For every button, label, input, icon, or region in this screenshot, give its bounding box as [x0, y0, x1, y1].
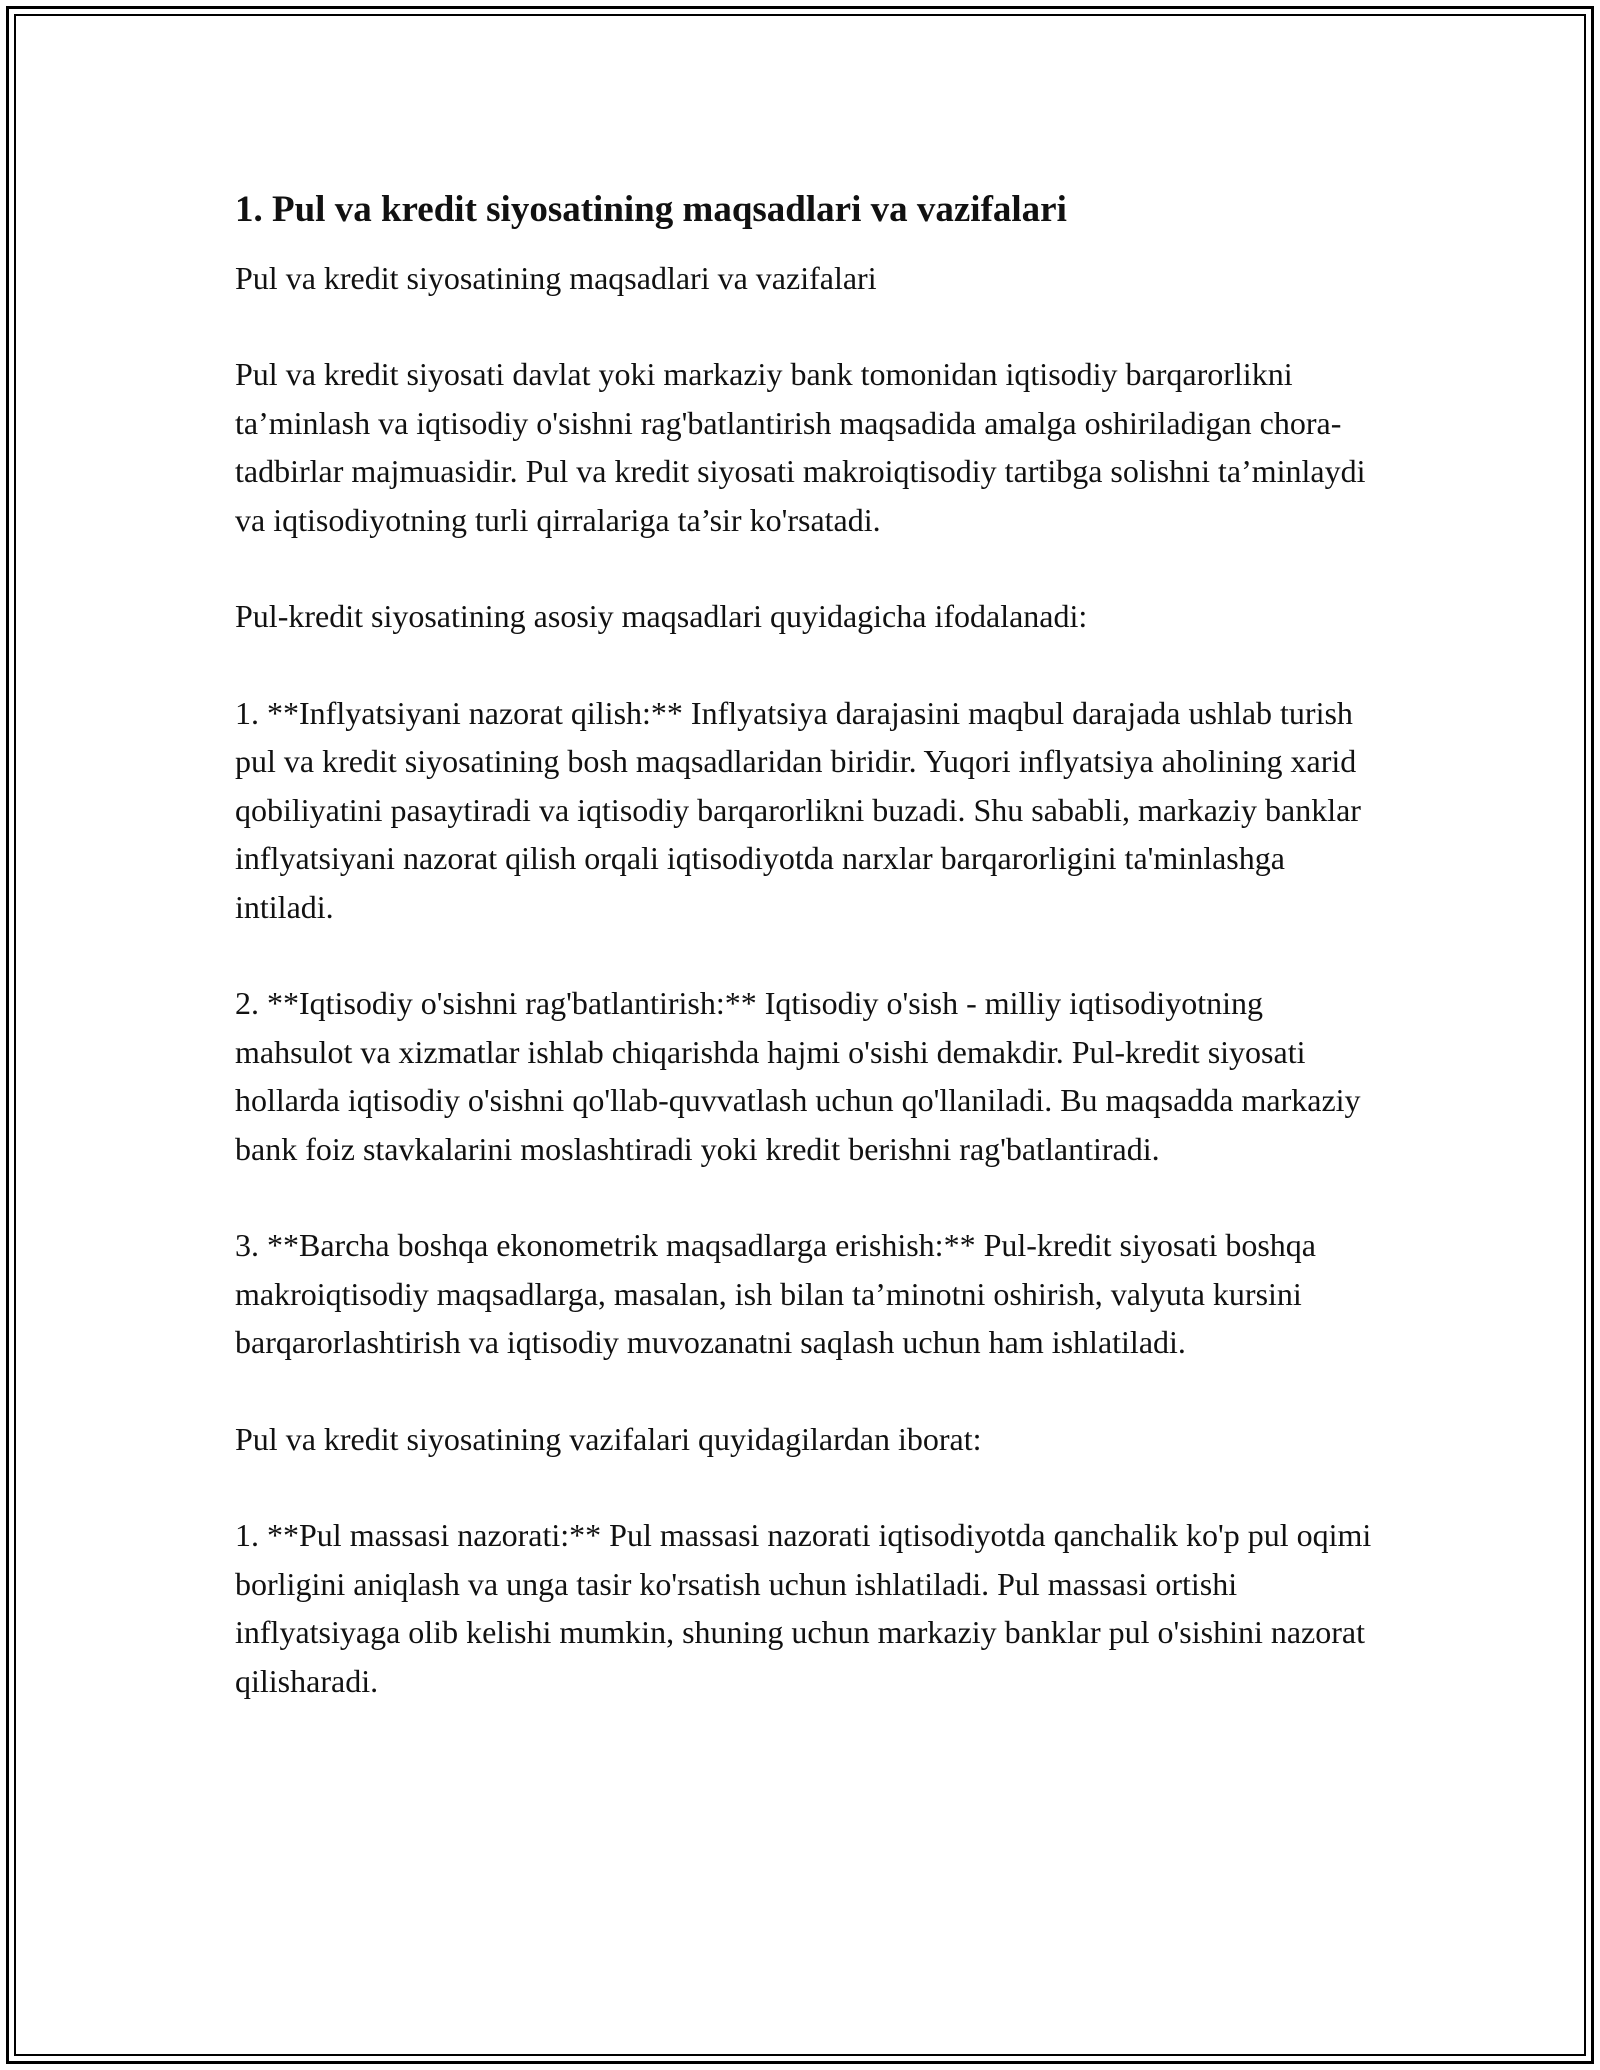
document-subtitle: Pul va kredit siyosatining maqsadlari va vazifalari [235, 260, 877, 296]
paragraph-tasks-heading: Pul va kredit siyosatining vazifalari quyidagilardan iborat: [235, 1420, 982, 1457]
document-title: 1. Pul va kredit siyosatining maqsadlari va vazifalari [235, 189, 1067, 230]
paragraph-goals-heading: Pul-kredit siyosatining asosiy maqsadlari quyidagicha ifodalanadi: [235, 598, 1088, 634]
paragraph-goal-1: 1. **Inflyatsiyani nazorat qilish:** Inflyatsiya darajasini maqbul darajada ushlab turish pul va kredit siyosatining bosh maqsadlaridan biridir. Yuqori inflyatsiya aholining xarid qobiliyatini pasaytiradi va iqtisodiy barqarorlikni buzadi. Shu sababli, markaziy banklar inflyatsiyani nazorat qilish orqali iqtisodiyotda narxlar barqarorligini ta'minlashga intiladi. [235, 694, 1361, 925]
paragraph-goal-2: 2. **Iqtisodiy o'sishni rag'batlantirish:** Iqtisodiy o'sish - milliy iqtisodiyotning mahsulot va xizmatlar ishlab chiqarishda hajmi o'sishi demakdir. Pul-kredit siyosati hollarda iqtisodiy o'sishni qo'llab-quvvatlash uchun qo'llaniladi. Bu maqsadda markaziy bank foiz stavkalarini moslashtiradi yoki kredit berishni rag'batlantiradi. [235, 985, 1361, 1167]
paragraph-task-1: 1. **Pul massasi nazorati:** Pul massasi nazorati iqtisodiyotda qanchalik ko'p pul oqimi borligini aniqlash va unga tasir ko'rsatish uchun ishlatiladi. Pul massasi ortishi inflyatsiyaga olib kelishi mumkin, shuning uchun markaziy banklar pul o'sishini nazorat qilisharadi. [235, 1517, 1372, 1699]
paragraph-goal-3: 3. **Barcha boshqa ekonometrik maqsadlarga erishish:** Pul-kredit siyosati boshqa makroiqtisodiy maqsadlarga, masalan, ish bilan ta’minotni oshirish, valyuta kursini barqarorlashtirish va iqtisodiy muvozanatni saqlash uchun ham ishlatiladi. [235, 1227, 1316, 1360]
paragraph-intro: Pul va kredit siyosati davlat yoki markaziy bank tomonidan iqtisodiy barqarorlikni ta’minlash va iqtisodiy o'sishni rag'batlantirish maqsadida amalga oshiriladigan chora-tadbirlar majmuasidir. Pul va kredit siyosati makroiqtisodiy tartibga solishni ta’minlaydi va iqtisodiyotning turli qirralariga ta’sir ko'rsatadi. [235, 356, 1366, 538]
document-body [235, 186, 1375, 1753]
